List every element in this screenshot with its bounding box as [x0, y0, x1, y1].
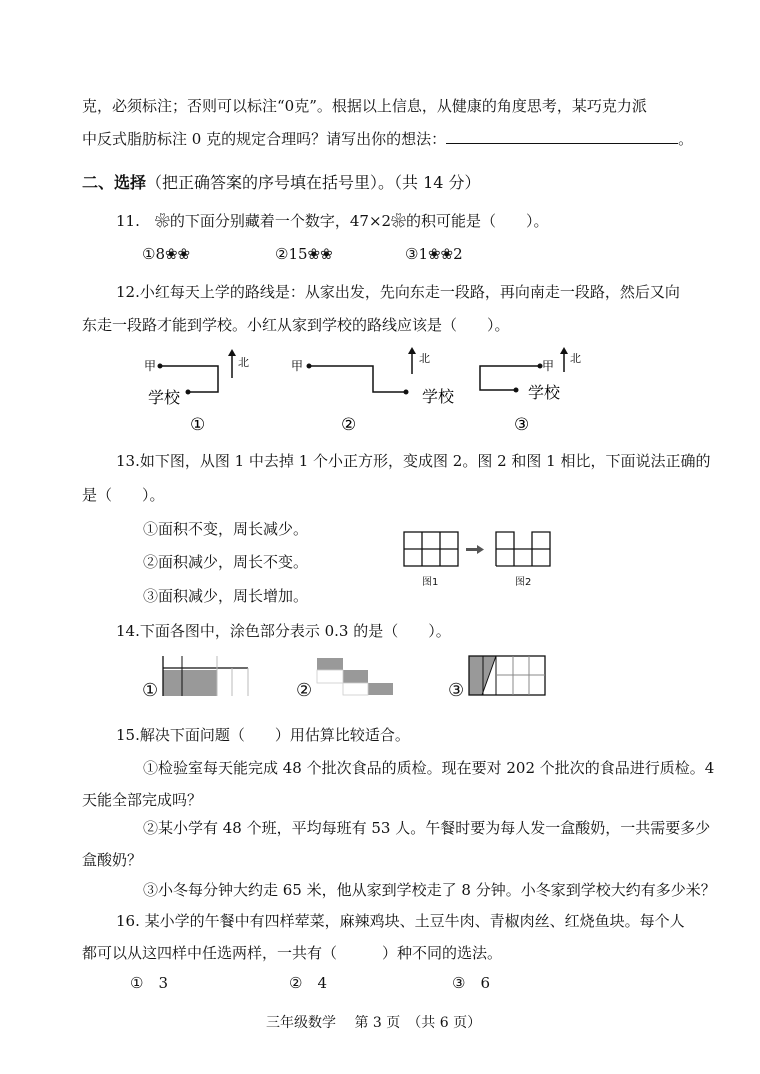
north-arrowhead-icon	[560, 347, 568, 354]
shaded-region	[343, 670, 368, 683]
q15-item-3[interactable]: ③小冬每分钟大约走 65 米，他从家到学校走了 8 分钟。小冬家到学校大约有多少米？	[143, 881, 716, 899]
q13-option-3[interactable]: ③面积减少，周长增加。	[143, 587, 309, 605]
school-dot	[404, 390, 409, 395]
north-label: 北	[570, 352, 581, 365]
intro-line-2	[82, 128, 693, 149]
q16-option-1[interactable]: ① 3	[130, 974, 168, 992]
school-label: 学校	[148, 388, 181, 407]
q15-item-1-a[interactable]: ①检验室每天能完成 48 个批次食品的质检。现在要对 202 个批次的食品进行质检。4	[143, 759, 715, 777]
option-label: ②	[341, 415, 357, 435]
home-label: 甲	[144, 359, 157, 373]
arrow-right-icon	[466, 545, 484, 554]
shaded-region	[317, 658, 343, 670]
shade-option-1[interactable]	[142, 656, 248, 701]
q12-line-2: 东走一段路才能到学校。小红从家到学校的路线应该是（ ）。	[82, 316, 510, 334]
q13-line-2: 是（ ）。	[82, 486, 165, 504]
q15-item-2-b: 盒酸奶？	[82, 851, 143, 869]
q15-stem: 15.解决下面问题（ ）用估算比较适合。	[116, 726, 410, 744]
north-arrowhead-icon	[408, 347, 416, 354]
intro-line-1: 克，必须标注；否则可以标注“0克”。根据以上信息，从健康的角度思考，某巧克力派	[82, 97, 647, 115]
figure-1-label: 图1	[422, 577, 439, 588]
section-title: 二、选择	[82, 173, 147, 192]
q12-route-diagrams	[0, 340, 760, 440]
route-option-1[interactable]	[144, 349, 249, 435]
figure-1	[404, 532, 458, 566]
q11-option-1[interactable]: ①8❀❀	[142, 245, 191, 263]
shaded-region	[163, 670, 217, 696]
q16-option-2[interactable]: ② 4	[289, 974, 327, 992]
route-line	[309, 366, 406, 392]
shaded-region	[368, 683, 393, 695]
route-option-2[interactable]	[291, 347, 455, 435]
shade-option-3[interactable]	[448, 656, 545, 701]
q14-stem: 14.下面各图中，涂色部分表示 0.3 的是（ ）。	[116, 622, 451, 640]
home-label: 甲	[291, 359, 304, 373]
home-label: 甲	[542, 359, 555, 373]
q11-option-2[interactable]: ②15❀❀	[275, 245, 333, 263]
answer-blank[interactable]	[446, 129, 678, 144]
section-note: （把正确答案的序号填在括号里）。（共 14 分）	[146, 173, 481, 192]
school-dot	[186, 390, 191, 395]
q11-stem: 11. ❀的下面分别藏着一个数字，47×2❀的积可能是（ ）。	[116, 212, 549, 230]
figure-2	[496, 532, 550, 566]
school-label: 学校	[528, 383, 561, 402]
north-label: 北	[238, 356, 249, 369]
option-label: ①	[142, 680, 159, 701]
north-arrowhead-icon	[228, 349, 236, 356]
q13-option-2[interactable]: ②面积减少，周长不变。	[143, 553, 309, 571]
intro-line-2-text: 中反式脂肪标注 0 克的规定合理吗？请写出你的想法：	[82, 130, 447, 148]
school-label: 学校	[422, 387, 455, 406]
section-heading	[82, 170, 481, 193]
q13-figures	[396, 528, 566, 593]
option-label: ①	[190, 415, 206, 435]
route-option-3[interactable]	[480, 347, 581, 435]
q16-line-1: 16. 某小学的午餐中有四样荤菜，麻辣鸡块、土豆牛肉、青椒肉丝、红烧鱼块。每个人	[116, 912, 685, 930]
q12-line-1: 12.小红每天上学的路线是：从家出发，先向东走一段路，再向南走一段路，然后又向	[116, 283, 680, 301]
q15-item-2-a[interactable]: ②某小学有 48 个班，平均每班有 53 人。午餐时要为每人发一盒酸奶，一共需要多少	[143, 819, 711, 837]
option-label: ③	[514, 415, 530, 435]
north-label: 北	[419, 352, 430, 365]
intro-line-2-end: 。	[678, 130, 694, 148]
q16-option-3[interactable]: ③ 6	[452, 974, 490, 992]
q16-line-2: 都可以从这四样中任选两样，一共有（ ）种不同的选法。	[82, 944, 503, 962]
q15-item-1-b: 天能全部完成吗？	[82, 791, 203, 809]
option-label: ②	[296, 680, 313, 701]
q13-option-1[interactable]: ①面积不变，周长减少。	[143, 520, 309, 538]
shade-option-2[interactable]	[296, 658, 393, 701]
option-label: ③	[448, 680, 465, 701]
figure-2-label: 图2	[515, 577, 532, 588]
q13-line-1: 13.如下图，从图 1 中去掉 1 个小正方形，变成图 2。图 2 和图 1 相比，下面说法正确的	[116, 452, 711, 470]
q11-option-3[interactable]: ③1❀❀2	[405, 245, 463, 263]
q14-figures	[130, 650, 560, 702]
page-footer: 三年级数学 第 3 页 （共 6 页）	[266, 1015, 482, 1031]
school-dot	[514, 388, 519, 393]
